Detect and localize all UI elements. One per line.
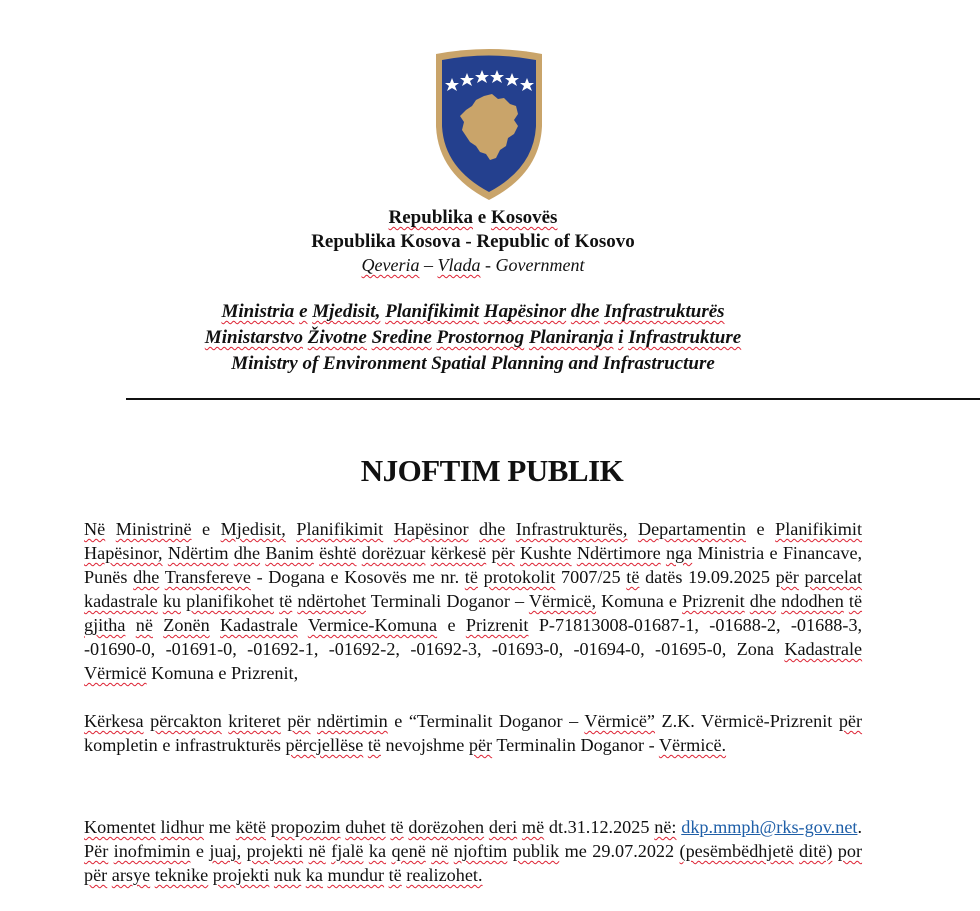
word: e bbox=[162, 735, 171, 755]
word: Kushte bbox=[520, 543, 572, 563]
word: Mjedisit, bbox=[312, 301, 381, 322]
word: 29.07.2022 bbox=[592, 841, 675, 861]
word: “Terminalit bbox=[408, 711, 493, 731]
word: ku bbox=[162, 591, 181, 611]
word: dt.31.12.2025 bbox=[548, 817, 650, 837]
ministry-name-english: Ministry of Environment Spatial Planning and Infrastructure bbox=[231, 353, 715, 374]
word: 7007/25 bbox=[561, 567, 621, 587]
word: por bbox=[837, 841, 863, 861]
word: Hapësinor bbox=[483, 301, 567, 322]
word: Zona bbox=[736, 639, 774, 659]
word: planifikohet bbox=[186, 591, 274, 611]
word: të bbox=[848, 591, 863, 611]
word: për bbox=[468, 735, 493, 755]
kosovo-coat-of-arms-icon bbox=[432, 46, 546, 202]
word: duhet bbox=[345, 817, 386, 837]
word: -01694-0, bbox=[573, 639, 645, 659]
word: me bbox=[412, 567, 435, 587]
word: Vërmicë bbox=[84, 663, 147, 683]
word: Qeveria bbox=[361, 255, 420, 275]
word: . bbox=[857, 817, 862, 837]
word: Ministarstvo bbox=[204, 327, 303, 348]
word: lidhur bbox=[160, 817, 204, 837]
word: Komentet bbox=[84, 817, 156, 837]
word: datës bbox=[645, 567, 683, 587]
word: në bbox=[431, 841, 449, 861]
word: Prostornog bbox=[436, 327, 525, 348]
header-divider bbox=[126, 398, 980, 400]
word: Kosovës bbox=[490, 207, 558, 228]
word: për bbox=[775, 567, 799, 587]
word: Mjedisit, bbox=[220, 519, 286, 539]
word: në: bbox=[654, 817, 677, 837]
paragraph-request bbox=[84, 517, 862, 685]
word: Kërkesa bbox=[84, 711, 144, 731]
word: Hapësinor bbox=[393, 519, 469, 539]
word: të bbox=[279, 591, 293, 611]
word: Hapësinor, bbox=[84, 543, 163, 563]
word: Banim bbox=[265, 543, 314, 563]
document-title: NJOFTIM PUBLIK bbox=[360, 453, 624, 488]
word: inofmimin bbox=[113, 841, 191, 861]
word: dhe bbox=[749, 591, 777, 611]
word: me bbox=[208, 817, 231, 837]
word: Kadastrale bbox=[784, 639, 863, 659]
word: të bbox=[390, 817, 404, 837]
word: propozim bbox=[270, 817, 341, 837]
word: – bbox=[419, 255, 438, 275]
word: – bbox=[515, 591, 525, 611]
word: -01692-3, bbox=[410, 639, 482, 659]
word: përcakton bbox=[150, 711, 222, 731]
word: e bbox=[473, 207, 491, 228]
word: Transfereve bbox=[164, 567, 251, 587]
word: publik bbox=[512, 841, 560, 861]
word: Kadastrale bbox=[220, 615, 298, 635]
word: – bbox=[569, 711, 579, 731]
country-name-albanian bbox=[0, 208, 946, 227]
word: - bbox=[648, 735, 655, 755]
word: më bbox=[521, 817, 545, 837]
word: ka bbox=[368, 841, 387, 861]
word: protokolit bbox=[483, 567, 556, 587]
word: Prizrenit bbox=[465, 615, 529, 635]
word: në bbox=[135, 615, 153, 635]
word: Terminali bbox=[370, 591, 442, 611]
word: Vërmicë” bbox=[584, 711, 656, 731]
word: e bbox=[330, 567, 339, 587]
word: deri bbox=[488, 817, 518, 837]
word: Ndërtim bbox=[167, 543, 229, 563]
word: e bbox=[218, 663, 227, 683]
word: në bbox=[308, 841, 326, 861]
word: Ndërtimore bbox=[576, 543, 661, 563]
word: Zonën bbox=[163, 615, 210, 635]
word: Vlada bbox=[437, 255, 481, 275]
word: Ministria bbox=[697, 543, 765, 563]
word: nr. bbox=[440, 567, 460, 587]
word: Planifikimit bbox=[775, 519, 863, 539]
word: Prizrenit bbox=[682, 591, 745, 611]
word: Punës bbox=[84, 567, 128, 587]
word: gjitha bbox=[84, 615, 126, 635]
word: projekti bbox=[212, 865, 270, 885]
word: (pesëmbëdhjetë bbox=[679, 841, 794, 861]
word: Prizrenit, bbox=[230, 663, 299, 683]
word: -01695-0, bbox=[655, 639, 727, 659]
word: të bbox=[626, 567, 640, 587]
word: ndodhen bbox=[781, 591, 844, 611]
word: kadastrale bbox=[84, 591, 158, 611]
word: Vërmicë-Prizrenit bbox=[701, 711, 833, 731]
word: qenë bbox=[391, 841, 426, 861]
word: Dogana bbox=[268, 567, 325, 587]
word: dorëzohen bbox=[408, 817, 485, 837]
word: Z.K. bbox=[661, 711, 695, 731]
word: teknike bbox=[154, 865, 209, 885]
word: Departamentin bbox=[637, 519, 747, 539]
word: ka bbox=[305, 865, 323, 885]
word: fjalë bbox=[331, 841, 364, 861]
word: -01693-0, bbox=[491, 639, 564, 659]
word: parcelat bbox=[804, 567, 863, 587]
word: Životne bbox=[307, 327, 367, 348]
word: e bbox=[769, 543, 778, 563]
word: i bbox=[618, 327, 624, 348]
word: kriteret bbox=[228, 711, 281, 731]
word: kërkesë bbox=[430, 543, 487, 563]
word: Ministrinë bbox=[115, 519, 192, 539]
word: Komuna bbox=[151, 663, 214, 683]
word: për bbox=[84, 865, 108, 885]
word: -01691-0, bbox=[165, 639, 237, 659]
word: P-71813008-01687-1, bbox=[538, 615, 699, 635]
word: - Government bbox=[480, 255, 585, 275]
word: Sredine bbox=[371, 327, 432, 348]
word: ditë) bbox=[799, 841, 833, 861]
word: këtë bbox=[235, 817, 267, 837]
ministry-name-serbian bbox=[0, 328, 946, 347]
word: dhe bbox=[479, 519, 506, 539]
word: Planiranja bbox=[528, 327, 614, 348]
word: Kosovës bbox=[344, 567, 407, 587]
word: Doganor bbox=[498, 711, 563, 731]
word: për bbox=[838, 711, 863, 731]
word: Planifikimit bbox=[385, 301, 480, 322]
word: Vërmicë, bbox=[528, 591, 597, 611]
word: e bbox=[195, 841, 204, 861]
word: dhe bbox=[570, 301, 600, 322]
word: -01688-2, bbox=[709, 615, 781, 635]
word: arsye bbox=[111, 865, 151, 885]
word: e bbox=[756, 519, 765, 539]
ministry-name-albanian bbox=[0, 302, 946, 321]
word: e bbox=[447, 615, 456, 635]
word: Infrastrukturës bbox=[604, 301, 725, 322]
word: realizohet. bbox=[406, 865, 483, 885]
word: nuk bbox=[273, 865, 302, 885]
word: ndërtohet bbox=[297, 591, 366, 611]
country-name-serbian-english: Republika Kosova - Republic of Kosovo bbox=[311, 231, 635, 252]
word: mundur bbox=[327, 865, 385, 885]
word: Doganor bbox=[580, 735, 645, 755]
word: e bbox=[394, 711, 403, 731]
word: Doganor bbox=[446, 591, 510, 611]
word: të bbox=[367, 735, 381, 755]
word: Infrastrukture bbox=[628, 327, 742, 348]
word: Planifikimit bbox=[296, 519, 384, 539]
comments-text-before bbox=[84, 817, 681, 837]
word: nga bbox=[665, 543, 693, 563]
word: kompletin bbox=[84, 735, 158, 755]
word: dhe bbox=[233, 543, 261, 563]
word: Infrastrukturës, bbox=[515, 519, 628, 539]
word: përcjellëse bbox=[285, 735, 364, 755]
contact-email-link[interactable]: dkp.mmph@rks-gov.net bbox=[681, 817, 858, 837]
word: ndërtimin bbox=[317, 711, 388, 731]
word: -01692-1, bbox=[247, 639, 319, 659]
word: Komuna bbox=[601, 591, 664, 611]
word: - bbox=[256, 567, 263, 587]
word: nevojshme bbox=[385, 735, 465, 755]
word: Ministria bbox=[221, 301, 295, 322]
government-line bbox=[0, 256, 946, 274]
word: Financave, bbox=[782, 543, 863, 563]
word: për bbox=[287, 711, 311, 731]
word: njoftim bbox=[453, 841, 508, 861]
word: Për bbox=[84, 841, 109, 861]
word: dorëzuar bbox=[361, 543, 426, 563]
word: të bbox=[388, 865, 402, 885]
word: juaj, bbox=[209, 841, 242, 861]
word: -01692-2, bbox=[328, 639, 400, 659]
word: është bbox=[319, 543, 357, 563]
word: Terminalin bbox=[496, 735, 576, 755]
word: e bbox=[299, 301, 308, 322]
paragraph-comments bbox=[84, 815, 862, 887]
word: Vërmicë. bbox=[658, 735, 727, 755]
word: të bbox=[464, 567, 478, 587]
word: dhe bbox=[133, 567, 160, 587]
word: me bbox=[564, 841, 587, 861]
word: Në bbox=[84, 519, 106, 539]
paragraph-criteria bbox=[84, 709, 862, 757]
word: Vermice-Komuna bbox=[307, 615, 438, 635]
word: për bbox=[491, 543, 515, 563]
word: e bbox=[202, 519, 211, 539]
word: -01688-3, bbox=[790, 615, 863, 635]
word: -01690-0, bbox=[84, 639, 156, 659]
word: e bbox=[668, 591, 677, 611]
word: infrastrukturës bbox=[174, 735, 281, 755]
word: Republika bbox=[388, 207, 474, 228]
word: projekti bbox=[246, 841, 304, 861]
word: 19.09.2025 bbox=[688, 567, 770, 587]
